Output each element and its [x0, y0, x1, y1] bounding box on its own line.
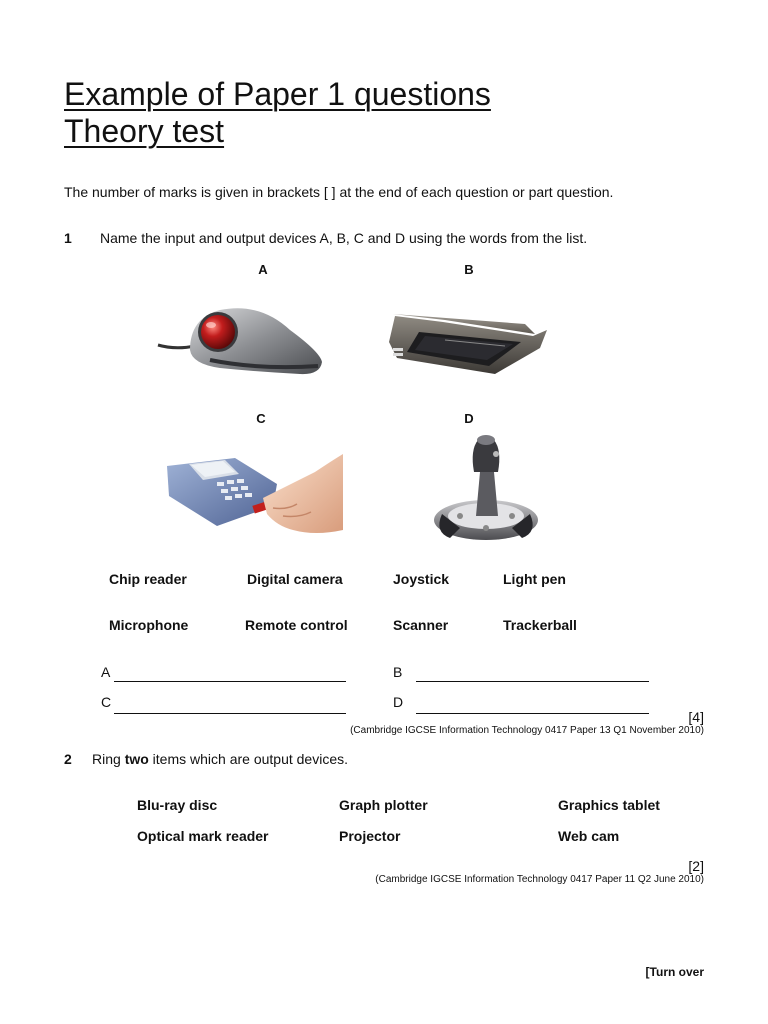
- word-scanner: Scanner: [393, 617, 449, 633]
- option-web-cam[interactable]: Web cam: [558, 828, 620, 844]
- turn-over-note: [Turn over: [645, 965, 704, 979]
- answer-a-label: A: [101, 664, 111, 680]
- question-2-source: (Cambridge IGCSE Information Technology 0417 Paper 11 Q2 June 2010): [375, 874, 704, 885]
- word-chip-reader: Chip reader: [109, 571, 187, 587]
- image-d-label: D: [464, 411, 474, 426]
- word-digital-camera: Digital camera: [247, 571, 343, 587]
- question-2-marks: [2]: [688, 858, 704, 874]
- image-c-label: C: [256, 411, 266, 426]
- answer-c-label: C: [101, 694, 112, 710]
- question-2-emphasis: two: [124, 751, 149, 767]
- word-trackerball: Trackerball: [503, 617, 577, 633]
- scanner-icon: [385, 300, 555, 382]
- option-optical-mark-reader[interactable]: Optical mark reader: [137, 828, 269, 844]
- page-title-line2: Theory test: [64, 113, 225, 149]
- instructions-text: The number of marks is given in brackets [ ] at the end of each question or part question.: [64, 184, 614, 200]
- option-graphics-tablet[interactable]: Graphics tablet: [558, 797, 660, 813]
- question-1-number: 1: [64, 230, 72, 246]
- word-joystick: Joystick: [393, 571, 450, 587]
- image-a-label: A: [258, 262, 268, 277]
- option-blu-ray-disc[interactable]: Blu-ray disc: [137, 797, 218, 813]
- answer-a-line[interactable]: [114, 681, 346, 682]
- answer-c-line[interactable]: [114, 713, 346, 714]
- trackerball-icon: [150, 290, 330, 385]
- answer-b-line[interactable]: [416, 681, 649, 682]
- question-2-number: 2: [64, 751, 72, 767]
- question-2-text: Ring two items which are output devices.: [92, 751, 349, 767]
- image-b-label: B: [464, 262, 474, 277]
- joystick-icon: [420, 432, 550, 550]
- answer-d-label: D: [393, 694, 404, 710]
- question-1-text: Name the input and output devices A, B, C and D using the words from the list.: [100, 230, 588, 246]
- answer-d-line[interactable]: [416, 713, 649, 714]
- question-1-source: (Cambridge IGCSE Information Technology 0417 Paper 13 Q1 November 2010): [350, 725, 704, 736]
- word-remote-control: Remote control: [245, 617, 348, 633]
- word-light-pen: Light pen: [503, 571, 566, 587]
- page-title-line1: Example of Paper 1 questions: [64, 76, 491, 112]
- option-graph-plotter[interactable]: Graph plotter: [339, 797, 428, 813]
- word-microphone: Microphone: [109, 617, 189, 633]
- chip-reader-icon: [165, 452, 345, 540]
- question-1-marks: [4]: [688, 709, 704, 725]
- option-projector[interactable]: Projector: [339, 828, 401, 844]
- answer-b-label: B: [393, 664, 403, 680]
